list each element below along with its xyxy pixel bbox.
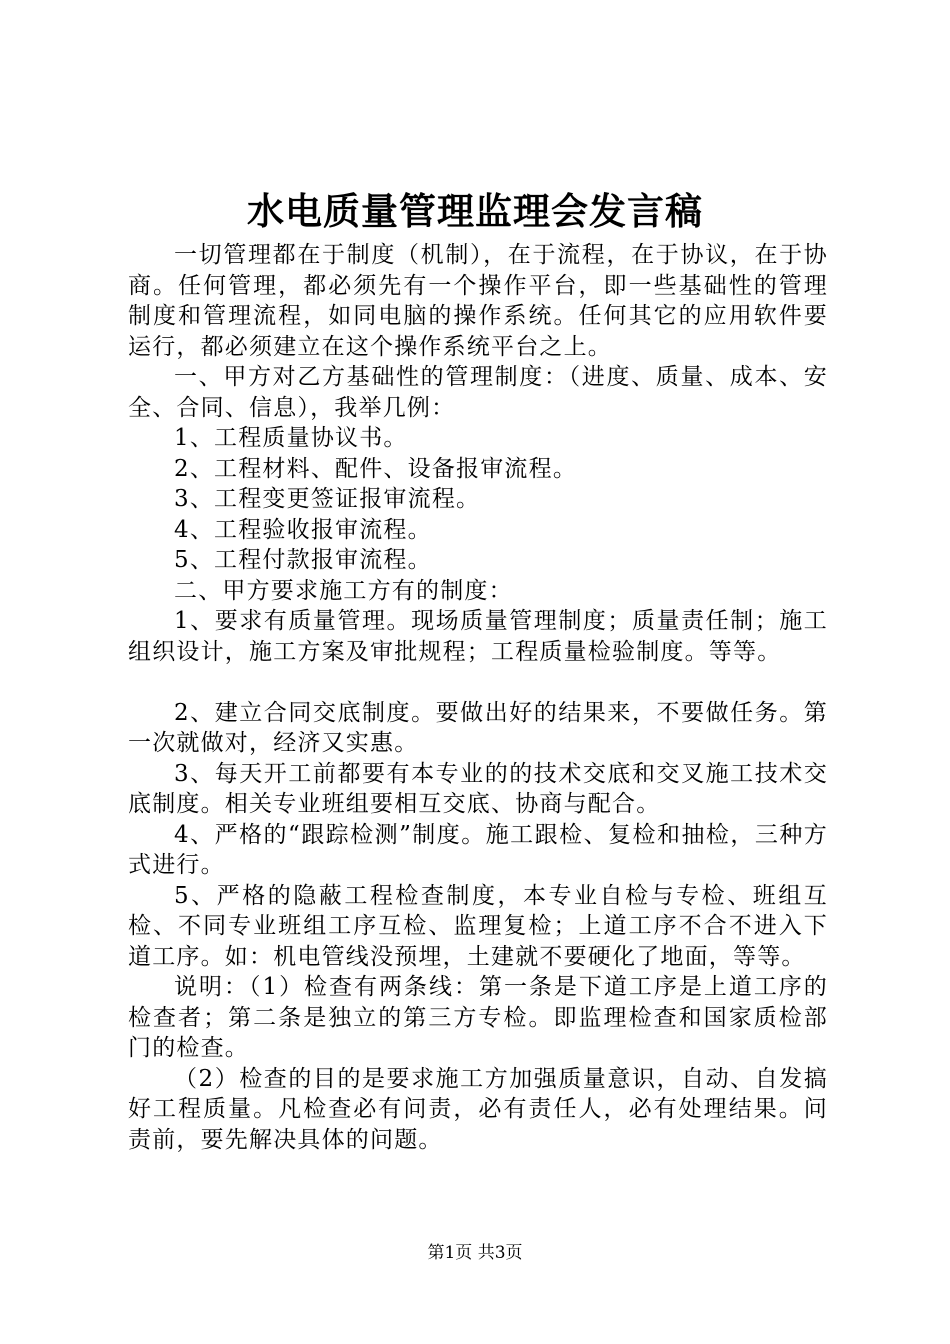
- paragraph-requirement-1: 1、要求有质量管理。现场质量管理制度；质量责任制；施工组织设计，施工方案及审批规程；工程质量检验制度。等等。: [128, 608, 828, 665]
- paragraph-note-2: （2）检查的目的是要求施工方加强质量意识，自动、自发搞好工程质量。凡检查必有问责，必有责任人，必有处理结果。问责前，要先解决具体的问题。: [128, 1065, 828, 1153]
- list-item: 3、工程变更签证报审流程。: [174, 486, 481, 512]
- paragraph-requirement-2: 2、建立合同交底制度。要做出好的结果来，不要做任务。第一次就做对，经济又实惠。: [128, 699, 828, 756]
- list-item: 4、工程验收报审流程。: [174, 516, 432, 543]
- document-body: [128, 240, 828, 1155]
- paragraph-intro: 一切管理都在于制度（机制），在于流程，在于协议，在于协商。任何管理，都必须先有一个操作平台，即一些基础性的管理制度和管理流程，如同电脑的操作系统。任何其它的应用软件要运行，都必须建立在这个操作系统平台之上。: [128, 242, 828, 360]
- paragraph-section-two-heading: 二、甲方要求施工方有的制度：: [174, 577, 513, 604]
- paragraph-requirement-5: 5、严格的隐蔽工程检查制度，本专业自检与专检、班组互检、不同专业班组工序互检、监理复检；上道工序不合不进入下道工序。如：机电管线没预埋，土建就不要硬化了地面，等等。: [128, 882, 828, 970]
- paragraph-requirement-4: 4、严格的“跟踪检测”制度。施工跟检、复检和抽检，三种方式进行。: [128, 821, 828, 878]
- list-item: 5、工程付款报审流程。: [174, 547, 432, 573]
- list-item: 2、工程材料、配件、设备报审流程。: [174, 455, 578, 482]
- paragraph-note-1: 说明：（1）检查有两条线：第一条是下道工序是上道工序的检查者；第二条是独立的第三方专检。即监理检查和国家质检部门的检查。: [128, 974, 828, 1061]
- document-title: 水电质量管理监理会发言稿: [247, 189, 703, 233]
- page-number: 第1页 共3页: [427, 1243, 523, 1263]
- paragraph-requirement-3: 3、每天开工前都要有本专业的的技术交底和交叉施工技术交底制度。相关专业班组要相互交底、协商与配合。: [128, 760, 828, 817]
- blank-line: [128, 667, 828, 698]
- paragraph-section-one-heading: 一、甲方对乙方基础性的管理制度：（进度、质量、成本、安全、合同、信息），我举几例：: [128, 364, 828, 421]
- list-item: 1、工程质量协议书。: [174, 425, 408, 451]
